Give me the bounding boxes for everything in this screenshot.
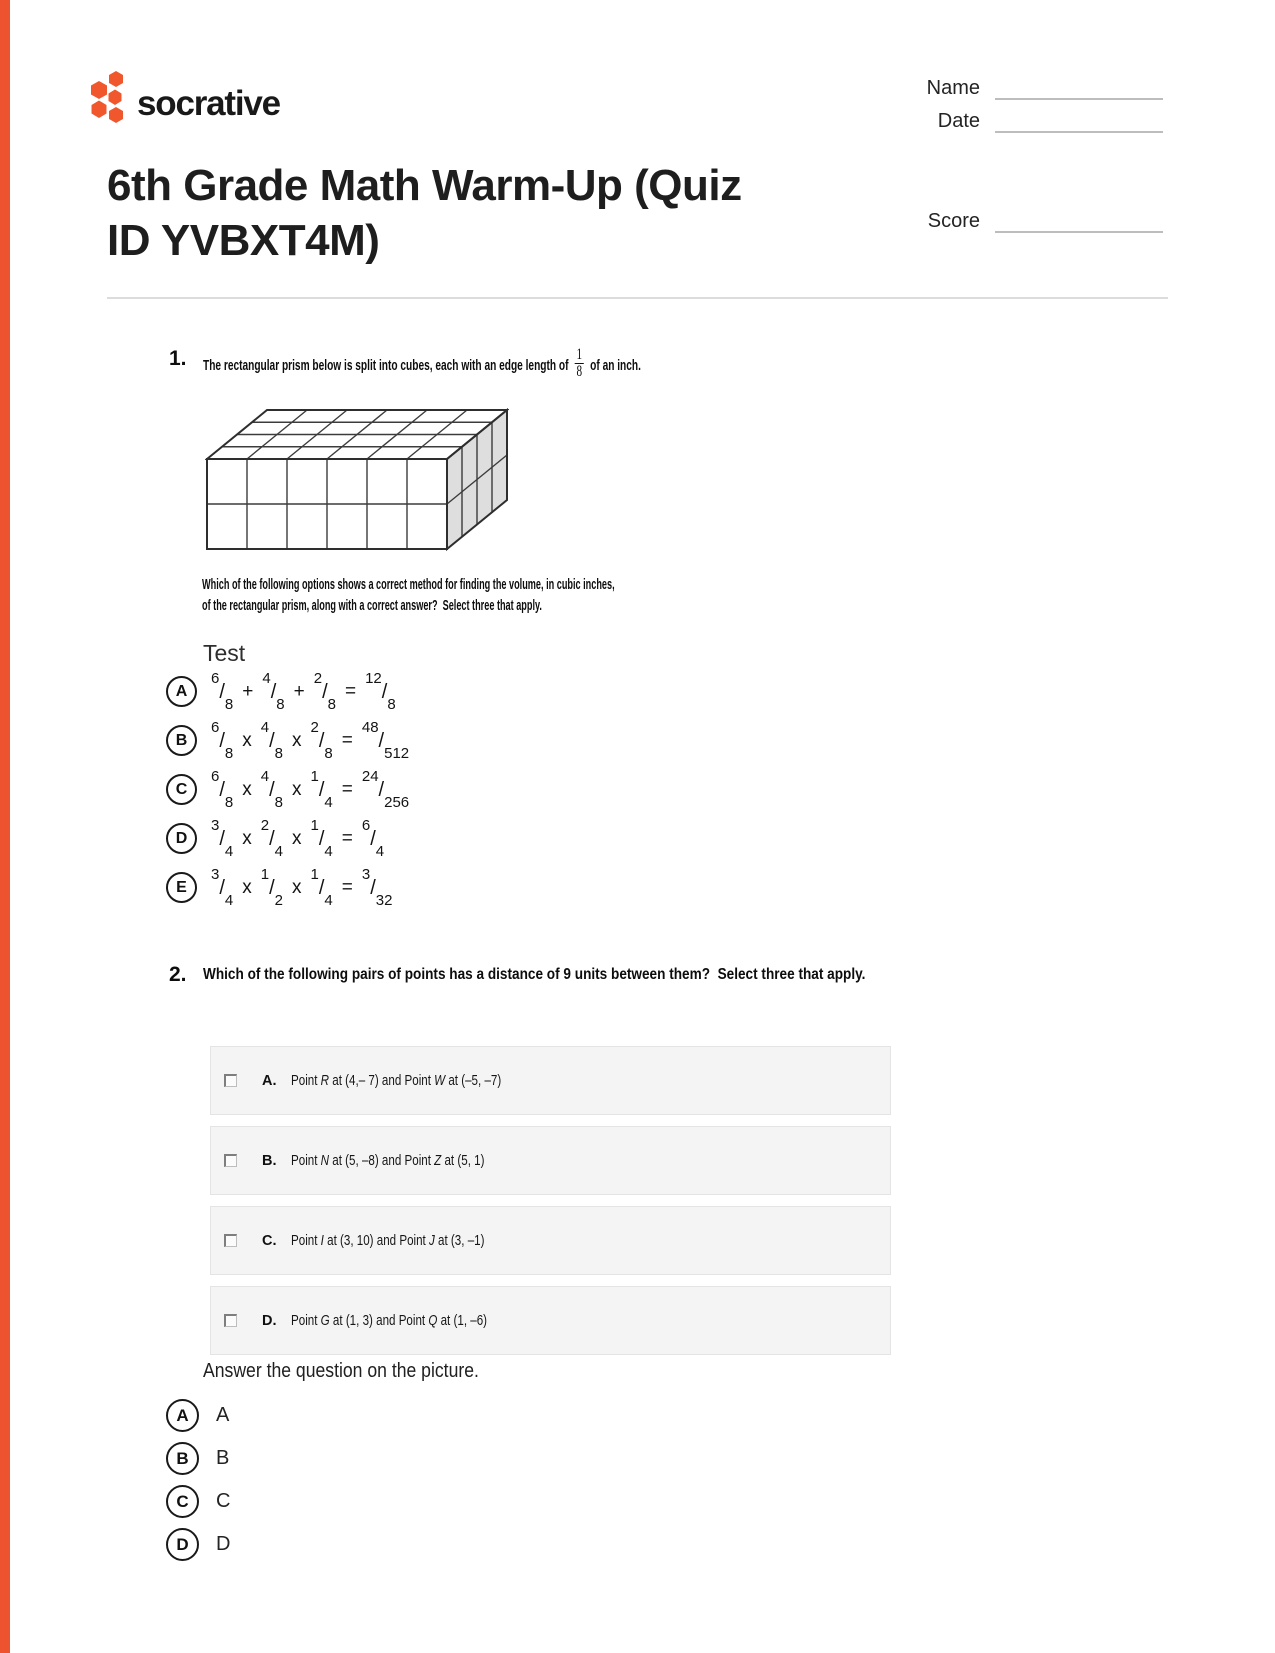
question-1-subprompt-line2: of the rectangular prism, along with a correct answer? Select three that apply. [202, 598, 542, 614]
option-expression [211, 865, 393, 909]
fraction-numerator: 2 [310, 718, 319, 736]
date-label: Date [937, 110, 980, 132]
fraction-denominator: 32 [375, 891, 393, 909]
question-1-prompt-suffix: of an inch. [590, 357, 641, 374]
choice-letter: B. [262, 1152, 277, 1169]
name-label: Name [926, 77, 980, 99]
fraction-slash: / [370, 827, 376, 850]
fraction [211, 816, 234, 860]
fraction [260, 865, 283, 909]
choice-row [210, 1206, 891, 1275]
fraction-numerator: 1 [310, 816, 319, 834]
fraction-denominator: 4 [324, 842, 333, 860]
score-label: Score [927, 210, 980, 232]
fraction-slash: / [219, 827, 225, 850]
logo-wordmark: socrative [137, 83, 280, 123]
equals-sign: = [341, 729, 353, 751]
fraction-numerator: 2 [313, 669, 323, 687]
fraction [361, 865, 393, 909]
option-expression [211, 718, 410, 762]
operator: + [293, 680, 305, 702]
fraction-denominator: 2 [274, 891, 283, 909]
fraction-numerator: 3 [361, 865, 371, 883]
fraction-numerator: 4 [260, 767, 270, 785]
fraction [361, 718, 410, 762]
logo-hexagons-icon [88, 68, 128, 131]
question-1-prompt-prefix: The rectangular prism below is split into cubes, each with an edge length of [203, 357, 569, 374]
answer-option-row [166, 767, 410, 811]
fraction-slash: / [269, 876, 275, 899]
fraction-denominator: 4 [375, 842, 385, 860]
fraction [313, 669, 336, 713]
point-name: G [320, 1312, 330, 1329]
fraction-denominator: 8 [274, 744, 283, 762]
question-1-number: 1. [169, 347, 187, 370]
choice-text-segment: at (5, 1) [440, 1152, 484, 1169]
fraction-denominator: 8 [327, 695, 336, 713]
operator: x [292, 827, 302, 849]
choice-letter: D. [262, 1312, 277, 1329]
fraction-slash: / [318, 827, 325, 850]
score-line[interactable] [995, 209, 1163, 233]
test-label: Test [203, 640, 246, 666]
fraction-numerator: 4 [262, 669, 271, 687]
operator: x [242, 876, 252, 898]
fraction [310, 718, 333, 762]
picture-question-instruction: Answer the question on the picture. [203, 1360, 479, 1382]
picture-option-label: A [216, 1404, 230, 1426]
choice-letter: C. [262, 1232, 277, 1249]
fraction-numerator: 6 [211, 718, 220, 736]
operator: x [242, 729, 252, 751]
fraction-slash: / [370, 876, 376, 899]
fraction-slash: / [219, 778, 225, 801]
fraction-denominator: 8 [276, 695, 285, 713]
fraction-numerator: 24 [361, 767, 379, 785]
equals-sign: = [341, 876, 353, 898]
fraction [211, 767, 234, 811]
fraction-denominator: 8 [576, 363, 583, 380]
option-bubble-A[interactable]: A [166, 676, 197, 707]
question-2 [169, 963, 1003, 987]
fraction-numerator: 48 [361, 718, 379, 736]
left-accent-strip [0, 0, 10, 1653]
date-field [855, 109, 1163, 133]
header-divider [107, 297, 1168, 299]
fraction-slash: / [269, 729, 275, 752]
choice-text-segment: at (3, 10) and Point [323, 1232, 429, 1249]
choice-text [291, 1073, 501, 1089]
question-1-prompt [203, 346, 641, 381]
name-line[interactable] [995, 76, 1163, 100]
choice-letter: A. [262, 1072, 277, 1089]
stacked-fraction [575, 348, 584, 379]
fraction [361, 767, 410, 811]
fraction-slash: / [219, 876, 225, 899]
fraction-slash: / [269, 778, 275, 801]
choice-text-segment: Point [290, 1152, 321, 1169]
fraction-denominator: 8 [224, 695, 234, 713]
choice-row [210, 1286, 891, 1355]
choice-text-segment: Point [290, 1072, 321, 1089]
fraction [310, 767, 333, 811]
choice-row [210, 1126, 891, 1195]
fraction-denominator: 8 [274, 793, 283, 811]
fraction [310, 816, 333, 860]
fraction-numerator: 1 [576, 346, 583, 363]
fraction [211, 865, 234, 909]
picture-option-row [166, 1528, 230, 1561]
page-title [107, 158, 887, 268]
choice-text-segment: Point [290, 1232, 321, 1249]
choice-text-segment: at (5, –8) and Point [328, 1152, 434, 1169]
choice-text [291, 1153, 484, 1169]
fraction-numerator: 2 [260, 816, 270, 834]
fraction-slash: / [318, 729, 325, 752]
fraction-numerator: 1 [310, 865, 319, 883]
name-field [855, 76, 1163, 100]
fraction-numerator: 1 [260, 865, 270, 883]
fraction-denominator: 4 [224, 891, 234, 909]
fraction [361, 816, 385, 860]
question-1-subprompt [202, 575, 615, 617]
picture-options [166, 1399, 230, 1571]
choice-text [291, 1313, 487, 1329]
fraction-slash: / [378, 778, 385, 801]
answer-options [166, 669, 410, 921]
operator: x [242, 827, 252, 849]
fraction-slash: / [219, 680, 225, 703]
fraction-numerator: 4 [260, 718, 270, 736]
fraction-numerator: 12 [365, 669, 382, 687]
picture-option-label: D [216, 1533, 231, 1555]
page-title-line1: 6th Grade Math Warm-Up (Quiz [107, 161, 742, 210]
fraction-numerator: 6 [211, 767, 220, 785]
option-bubble-D[interactable]: D [166, 823, 197, 854]
choice-checkbox[interactable] [224, 1154, 237, 1167]
question-1 [169, 347, 829, 381]
question-1-subprompt-line1: Which of the following options shows a correct method for finding the volume, in cubic inches, [202, 577, 615, 593]
option-bubble-E[interactable]: E [166, 872, 197, 903]
choice-text-segment: at (–5, –7) [444, 1072, 501, 1089]
equals-sign: = [344, 680, 357, 702]
fraction [310, 865, 333, 909]
point-name: Q [427, 1312, 437, 1329]
answer-option-row [166, 669, 409, 713]
picture-option-row [166, 1485, 230, 1518]
fraction-denominator: 8 [324, 744, 333, 762]
fraction [260, 816, 283, 860]
fraction-slash: / [270, 680, 277, 703]
fraction [260, 718, 283, 762]
fraction-numerator: 3 [211, 816, 220, 834]
point-name: Z [433, 1152, 441, 1169]
fraction-slash: / [219, 729, 225, 752]
fraction-slash: / [378, 729, 385, 752]
fraction-denominator: 8 [224, 744, 234, 762]
fraction [260, 767, 283, 811]
point-name: W [433, 1072, 445, 1089]
option-expression [211, 669, 396, 713]
option-expression [211, 816, 385, 860]
question-2-prompt: Which of the following pairs of points has a distance of 9 units between them? Select three that apply. [203, 966, 866, 983]
date-line[interactable] [995, 109, 1163, 133]
point-name: J [428, 1232, 435, 1249]
fraction-slash: / [269, 827, 275, 850]
choice-list [210, 1046, 891, 1366]
choice-text-segment: at (1, –6) [436, 1312, 487, 1329]
picture-option-bubble-A[interactable]: A [166, 1399, 199, 1432]
fraction-denominator: 8 [387, 695, 396, 713]
fraction [211, 718, 234, 762]
answer-option-row [166, 816, 409, 860]
rectangular-prism-image [205, 402, 509, 552]
picture-option-row [166, 1399, 230, 1432]
fraction-numerator: 6 [361, 816, 371, 834]
equals-sign: = [341, 827, 353, 849]
picture-option-row [166, 1442, 230, 1475]
picture-option-bubble-B[interactable]: B [166, 1442, 199, 1475]
picture-option-label: C [216, 1490, 231, 1512]
fraction [365, 669, 396, 713]
choice-text-segment: at (3, –1) [434, 1232, 484, 1249]
answer-option-row [166, 718, 410, 762]
operator: x [292, 729, 302, 751]
page-title-line2: ID YVBXT4M) [107, 216, 380, 265]
option-expression [211, 767, 410, 811]
fraction [262, 669, 285, 713]
picture-option-label: B [216, 1447, 230, 1469]
choice-checkbox[interactable] [224, 1314, 237, 1327]
fraction-denominator: 4 [224, 842, 234, 860]
fraction-denominator: 512 [384, 744, 410, 762]
fraction-numerator: 1 [310, 767, 319, 785]
fraction-denominator: 4 [274, 842, 283, 860]
socrative-logo [88, 68, 280, 131]
choice-text [291, 1233, 484, 1249]
point-name: I [320, 1232, 324, 1249]
choice-checkbox[interactable] [224, 1234, 237, 1247]
choice-text-segment: Point [290, 1312, 321, 1329]
fraction-numerator: 6 [211, 669, 220, 687]
fraction [211, 669, 234, 713]
operator: x [292, 876, 302, 898]
choice-text-segment: at (1, 3) and Point [329, 1312, 428, 1329]
fraction-slash: / [318, 778, 325, 801]
picture-option-bubble-D[interactable]: D [166, 1528, 199, 1561]
option-bubble-C[interactable]: C [166, 774, 197, 805]
score-field [855, 209, 1163, 233]
picture-option-bubble-C[interactable]: C [166, 1485, 199, 1518]
operator: x [292, 778, 302, 800]
option-bubble-B[interactable]: B [166, 725, 197, 756]
fraction-denominator: 256 [384, 793, 410, 811]
point-name: N [320, 1152, 329, 1169]
fraction-numerator: 3 [211, 865, 220, 883]
choice-text-segment: at (4,– 7) and Point [328, 1072, 434, 1089]
fraction-denominator: 8 [224, 793, 234, 811]
fraction-slash: / [318, 876, 325, 899]
fraction-denominator: 4 [324, 891, 333, 909]
point-name: R [320, 1072, 329, 1089]
choice-row [210, 1046, 891, 1115]
operator: x [242, 778, 252, 800]
question-2-number: 2. [169, 963, 187, 986]
operator: + [242, 680, 254, 702]
choice-checkbox[interactable] [224, 1074, 237, 1087]
fraction-denominator: 4 [324, 793, 333, 811]
equals-sign: = [341, 778, 353, 800]
rectangular-prism-figure [205, 402, 509, 557]
fraction-slash: / [381, 680, 388, 703]
fraction-slash: / [322, 680, 328, 703]
answer-option-row [166, 865, 409, 909]
